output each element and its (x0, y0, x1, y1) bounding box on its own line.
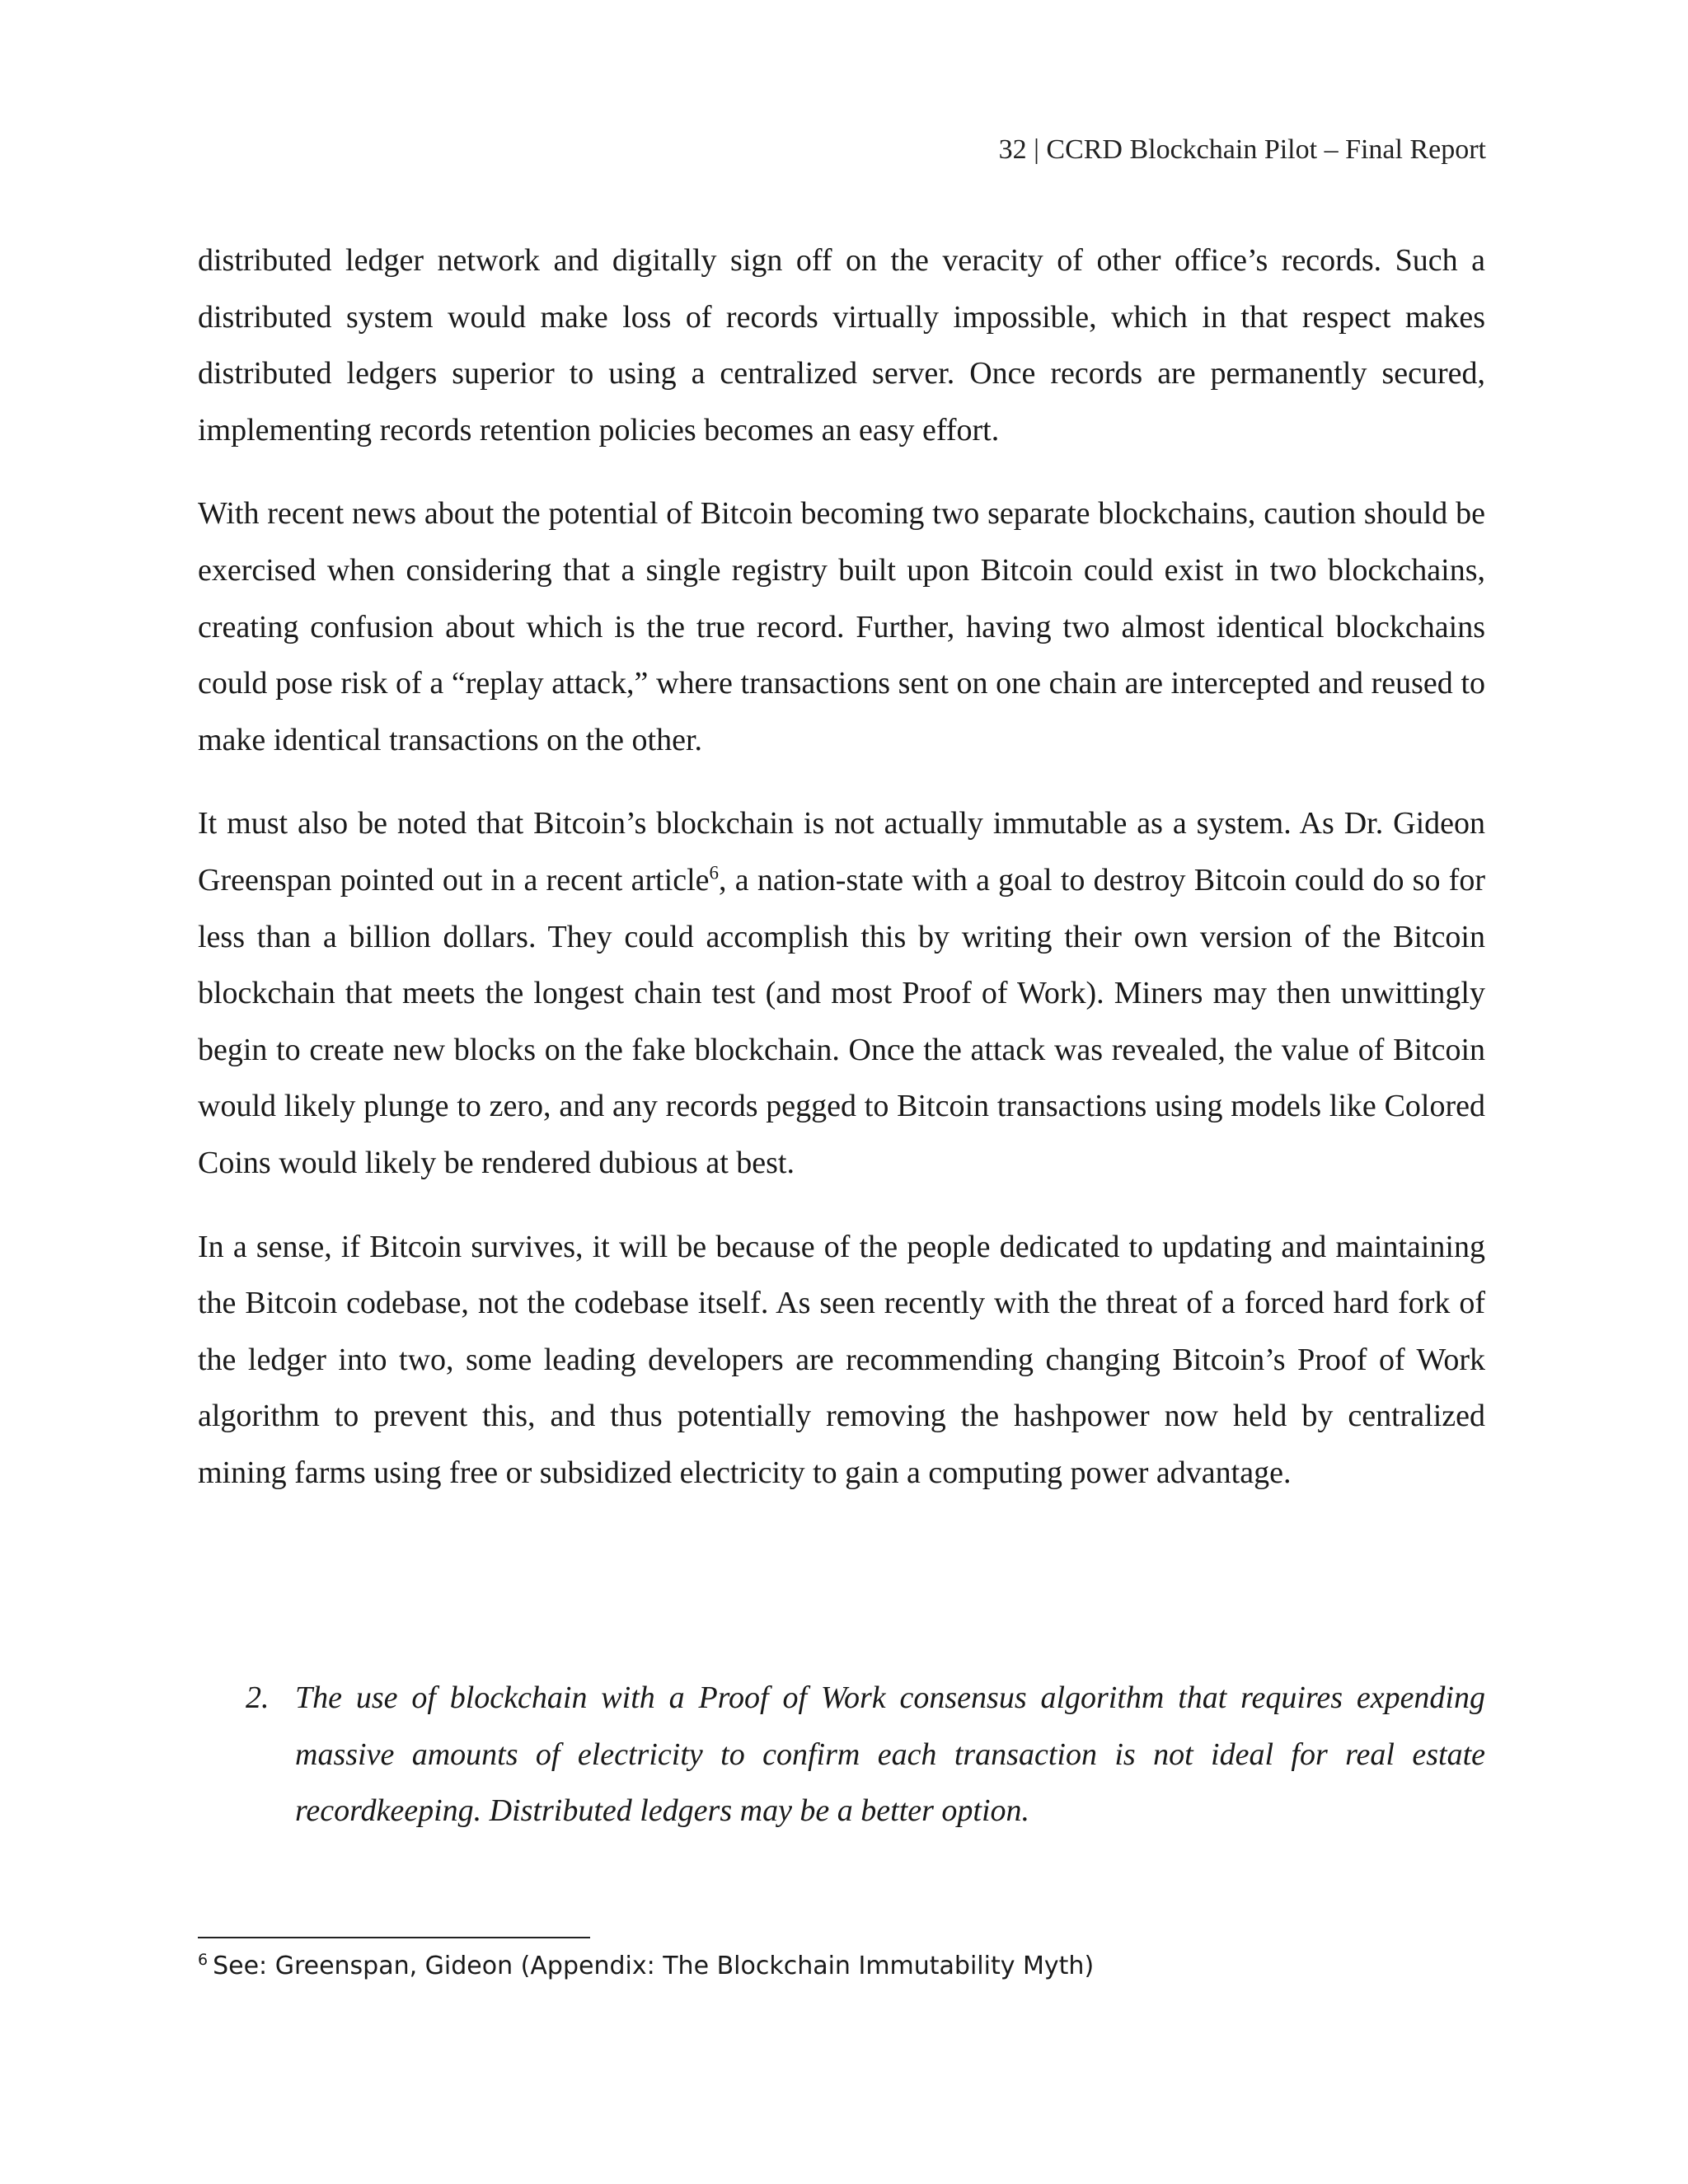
paragraph-replay-attack: With recent news about the potential of Bitcoin becoming two separate blockchains, caution should be exercised when considering that a single registry built upon Bitcoin could exist in two blockchains, creating confusion about which is the true record. Further, having two almost identical blockchains could pose risk of a “replay attack,” where transactions sent on one chain are intercepted and reused to make identical transactions on the other. (198, 496, 1485, 757)
body-text (198, 232, 1485, 1528)
running-header: 32 | CCRD Blockchain Pilot – Final Report (998, 134, 1486, 165)
footnote-marker: 6 (198, 1951, 209, 1969)
paragraph-immutability-text-before: It must also be noted that Bitcoin’s blockchain is not actually immutable as a system. As Dr. Gideon Greenspan pointed out in a recent article (198, 806, 1485, 898)
numbered-item (246, 1670, 1485, 1840)
footnote-text: See: Greenspan, Gideon (Appendix: The Blockchain Immutability Myth) (213, 1952, 1095, 1980)
numbered-item-text: The use of blockchain with a Proof of Work consensus algorithm that requires expending massive amounts of electricity to confirm each transaction is not ideal for real estate recordkeeping. Distributed ledgers may be a better option. (295, 1680, 1485, 1829)
footnote-separator (198, 1937, 590, 1938)
paragraph-bitcoin-survival: In a sense, if Bitcoin survives, it will be because of the people dedicated to updating and maintaining the Bitcoin codebase, not the codebase itself. As seen recently with the threat of a forced hard fork of the ledger into two, some leading developers are recommending changing Bitcoin’s Proof of Work algorithm to prevent this, and thus potentially removing the hashpower now held by centralized mining farms using free or subsidized electricity to gain a computing power advantage. (198, 1229, 1485, 1490)
footnote-reference[interactable]: 6 (709, 862, 720, 883)
numbered-item-number: 2. (246, 1680, 270, 1715)
paragraph-immutability-text-after: , a nation-state with a goal to destroy Bitcoin could do so for less than a billion dollars. They could accomplish this by writing their own version of the Bitcoin blockchain that meets the longest chain test (and most Proof of Work). Miners may then unwittingly begin to create new blocks on the fake blockchain. Once the attack was revealed, the value of Bitcoin would likely plunge to zero, and any records pegged to Bitcoin transactions using models like Colored Coins would likely be rendered dubious at best. (198, 862, 1485, 1180)
footnote (198, 1948, 1094, 1985)
paragraph-distributed-ledgers: distributed ledger network and digitally sign off on the veracity of other office’s records. Such a distributed system would make loss of records virtually impossible, which in that respect makes distributed ledgers superior to using a centralized server. Once records are permanently secured, implementing records retention policies becomes an easy effort. (198, 243, 1485, 448)
paragraph-immutability (198, 795, 1485, 1191)
